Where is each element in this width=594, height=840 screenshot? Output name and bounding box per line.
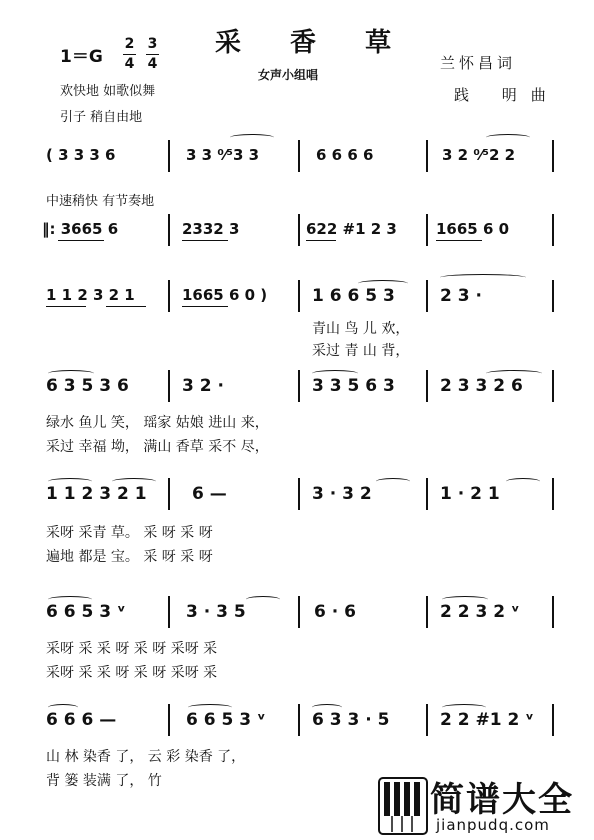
brand-url: jianpudq.com bbox=[436, 816, 550, 834]
barline bbox=[168, 370, 170, 402]
time-signature-1 bbox=[123, 36, 136, 73]
slur bbox=[48, 370, 94, 377]
barline bbox=[426, 280, 428, 312]
slur bbox=[188, 704, 232, 711]
slur bbox=[312, 704, 342, 711]
barline bbox=[552, 214, 554, 246]
barline bbox=[552, 140, 554, 172]
measure: 6 3 3 · 5 bbox=[312, 710, 390, 730]
beam bbox=[182, 306, 228, 307]
fermata-slur bbox=[230, 134, 274, 141]
beam bbox=[436, 240, 482, 241]
time-sig-1-line bbox=[123, 54, 136, 55]
slur bbox=[112, 478, 156, 485]
lyricist: 兰怀昌词 bbox=[440, 54, 517, 72]
tie bbox=[440, 274, 526, 281]
measure: 1 1 2 3 2 1 bbox=[46, 484, 147, 504]
measure: 2 3 3 2 6 bbox=[440, 376, 523, 396]
barline bbox=[168, 214, 170, 246]
measure: ‖: 3665 6 bbox=[42, 220, 119, 238]
slur bbox=[506, 478, 540, 485]
slur bbox=[48, 478, 92, 485]
tempo-change-marking: 中速稍快 有节奏地 bbox=[46, 194, 155, 209]
time-sig-1-bottom: 4 bbox=[124, 56, 135, 72]
measure: 2332 3 bbox=[182, 220, 240, 238]
slur bbox=[312, 370, 358, 377]
slur bbox=[48, 704, 78, 711]
measure: 6 6 5 3 ᵛ bbox=[46, 602, 126, 622]
barline bbox=[426, 704, 428, 736]
measure: 6 6 5 3 ᵛ bbox=[186, 710, 266, 730]
beam bbox=[106, 306, 146, 307]
staff-line-1 bbox=[40, 140, 556, 200]
barline bbox=[168, 140, 170, 172]
barline bbox=[168, 280, 170, 312]
measure: 3 3 ⁰⁄⁵3 3 bbox=[186, 146, 260, 164]
slur bbox=[442, 596, 488, 603]
barline bbox=[168, 478, 170, 510]
barline bbox=[298, 370, 300, 402]
tempo-marking: 欢快地 如歌似舞 bbox=[60, 84, 156, 99]
time-signature-2 bbox=[146, 36, 159, 73]
barline bbox=[298, 704, 300, 736]
time-sig-2-top: 3 bbox=[147, 36, 158, 52]
measure: 1665 6 0 ) bbox=[182, 286, 268, 304]
slur bbox=[486, 370, 542, 377]
lyric-verse-2: 背 篓 装满 了， 竹 bbox=[46, 773, 162, 789]
measure: 3 2 ⁰⁄⁵2 2 bbox=[442, 146, 516, 164]
slur bbox=[358, 280, 408, 287]
barline bbox=[426, 370, 428, 402]
time-sig-2-line bbox=[146, 54, 159, 55]
measure: 6 6 6 — bbox=[46, 710, 117, 730]
lyric-verse-2: 采过 青 山 背， bbox=[312, 343, 410, 359]
barline bbox=[426, 140, 428, 172]
lyric-verse-1: 采呀 采青 草。 采 呀 采 呀 bbox=[46, 525, 213, 541]
barline bbox=[298, 280, 300, 312]
slur bbox=[442, 704, 486, 711]
slur bbox=[48, 596, 92, 603]
composer: 践 明曲 bbox=[454, 86, 560, 104]
barline bbox=[298, 596, 300, 628]
measure: 2 2 3 2 ᵛ bbox=[440, 602, 520, 622]
song-title: 采 香 草 bbox=[215, 28, 412, 58]
site-watermark bbox=[378, 772, 594, 840]
lyric-verse-1: 绿水 鱼儿 笑， 瑶家 姑娘 进山 来， bbox=[46, 415, 269, 431]
beam bbox=[46, 306, 86, 307]
lyric-verse-1: 青山 鸟 儿 欢， bbox=[312, 321, 410, 337]
lyric-verse-1: 山 林 染香 了， 云 彩 染香 了， bbox=[46, 749, 246, 765]
barline bbox=[552, 596, 554, 628]
measure: ( 3 3 3 6 bbox=[46, 146, 116, 164]
barline bbox=[426, 214, 428, 246]
slur bbox=[246, 596, 280, 603]
slur bbox=[376, 478, 410, 485]
barline bbox=[168, 596, 170, 628]
barline bbox=[552, 704, 554, 736]
barline bbox=[298, 214, 300, 246]
performance-form: 女声小组唱 bbox=[258, 68, 319, 82]
barline bbox=[168, 704, 170, 736]
key-signature: 1＝G bbox=[60, 47, 103, 67]
measure: 6 3 5 3 6 bbox=[46, 376, 129, 396]
barline bbox=[298, 478, 300, 510]
fermata-slur bbox=[486, 134, 530, 141]
brand-name: 简谱大全 bbox=[430, 780, 574, 820]
measure: 3 2 · bbox=[182, 376, 224, 396]
lyric-verse-1: 采呀 采 采 呀 采 呀 采呀 采 bbox=[46, 641, 218, 657]
measure: 622 #1 2 3 bbox=[306, 220, 397, 238]
measure: 1 1 2 3 2 1 bbox=[46, 286, 135, 304]
lyric-verse-2: 采呀 采 采 呀 采 呀 采呀 采 bbox=[46, 665, 218, 681]
measure: 2 3 · bbox=[440, 286, 482, 306]
barline bbox=[552, 280, 554, 312]
barline bbox=[552, 370, 554, 402]
staff-line-3 bbox=[40, 280, 556, 340]
time-sig-2-bottom: 4 bbox=[147, 56, 158, 72]
measure: 1 · 2 1 bbox=[440, 484, 500, 504]
measure: 1665 6 0 bbox=[436, 220, 510, 238]
beam bbox=[58, 240, 104, 241]
measure: 3 · 3 5 bbox=[186, 602, 246, 622]
beam bbox=[306, 240, 336, 241]
barline bbox=[298, 140, 300, 172]
barline bbox=[552, 478, 554, 510]
barline bbox=[426, 596, 428, 628]
measure: 3 · 3 2 bbox=[312, 484, 372, 504]
beam bbox=[182, 240, 228, 241]
measure: 6 — bbox=[192, 484, 227, 504]
measure: 6 · 6 bbox=[314, 602, 356, 622]
barline bbox=[426, 478, 428, 510]
measure: 1 6 6 5 3 bbox=[312, 286, 395, 306]
intro-marking: 引子 稍自由地 bbox=[60, 110, 143, 125]
lyric-verse-2: 采过 幸福 坳， 满山 香草 采不 尽， bbox=[46, 439, 269, 455]
measure: 3 3 5 6 3 bbox=[312, 376, 395, 396]
measure: 6 6 6 6 bbox=[316, 146, 374, 164]
piano-keys-icon bbox=[378, 776, 428, 836]
time-sig-1-top: 2 bbox=[124, 36, 135, 52]
staff-line-2 bbox=[40, 214, 556, 274]
measure: 2 2 #1 2 ᵛ bbox=[440, 710, 534, 730]
lyric-verse-2: 遍地 都是 宝。 采 呀 采 呀 bbox=[46, 549, 213, 565]
